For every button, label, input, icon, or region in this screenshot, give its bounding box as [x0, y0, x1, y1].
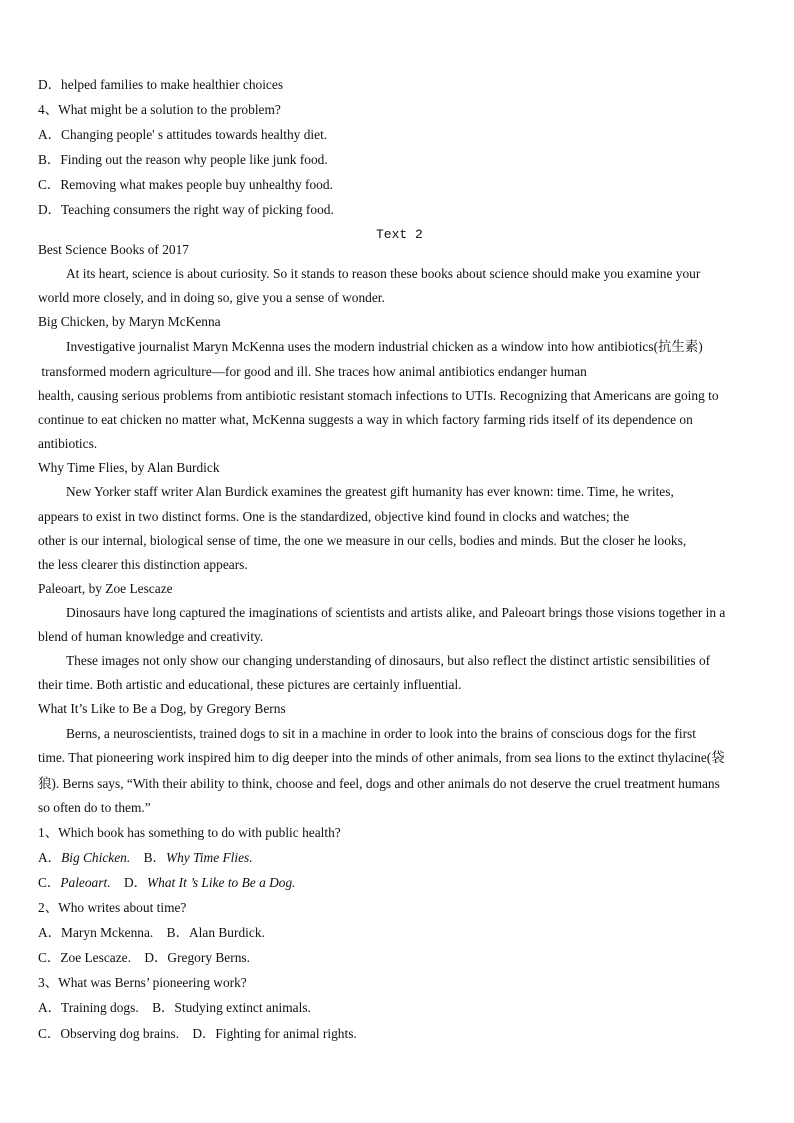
paragraph-line	[38, 411, 693, 429]
book-title: What It ’s Like to Be a Dog.	[147, 875, 296, 890]
option-line	[38, 874, 296, 892]
question-line	[38, 974, 247, 992]
paragraph-line	[38, 775, 720, 793]
paragraph-line	[38, 387, 719, 405]
text-run: Big Chicken, by Maryn McKenna	[38, 314, 221, 329]
text-run: What It’s Like to Be a Dog, by Gregory Berns	[38, 701, 286, 716]
question-line	[38, 824, 341, 842]
option-line	[38, 151, 328, 169]
paragraph-line	[66, 483, 674, 501]
paragraph-line	[38, 508, 629, 526]
text-run: C．Observing dog brains. D．Fighting for animal rights.	[38, 1026, 357, 1041]
option-line	[38, 76, 283, 94]
heading-line	[38, 580, 173, 598]
question-line	[38, 899, 186, 917]
paragraph-line	[66, 265, 700, 283]
text-run: D．Teaching consumers the right way of picking food.	[38, 202, 334, 217]
heading-line	[38, 459, 220, 477]
text-run: C．Removing what makes people buy unhealthy food.	[38, 177, 333, 192]
book-title: Paleoart.	[60, 875, 111, 890]
text-run: continue to eat chicken no matter what, McKenna suggests a way in which factory farming rids itself of its dependence on	[38, 412, 693, 427]
text-run: B．Finding out the reason why people like junk food.	[38, 152, 328, 167]
paragraph-line	[38, 749, 725, 767]
text-run: A．Changing people' s attitudes towards healthy diet.	[38, 127, 328, 142]
text-run: antibiotics.	[38, 436, 98, 451]
option-line	[38, 126, 327, 144]
text-run: so often do to them.”	[38, 800, 151, 815]
option-line	[38, 1025, 357, 1043]
text-run: 2、Who writes about time?	[38, 900, 187, 915]
option-line	[38, 924, 265, 942]
text-run: transformed modern agriculture—for good and ill. She traces how animal antibiotics endanger human	[38, 364, 587, 379]
text-run: These images not only show our changing understanding of dinosaurs, but also reflect the distinct artistic sensibilities of	[66, 653, 711, 668]
text-run: C．	[38, 875, 61, 890]
text-run: 4、What might be a solution to the problem?	[38, 102, 281, 117]
text-run: New Yorker staff writer Alan Burdick examines the greatest gift humanity has ever known: time. Time, he writes,	[66, 484, 674, 499]
paragraph-line	[38, 556, 248, 574]
text-run: time. That pioneering work inspired him to dig deeper into the minds of other animals, from sea lions to the extinct thylacine(袋	[38, 750, 725, 765]
text-run: 3、What was Berns’ pioneering work?	[38, 975, 247, 990]
heading-line	[38, 700, 286, 718]
text-run: C．Zoe Lescaze. D．Gregory Berns.	[38, 950, 250, 965]
text-run: D．helped families to make healthier choices	[38, 77, 284, 92]
book-title: Big Chicken.	[61, 850, 131, 865]
text-run: At its heart, science is about curiosity. So it stands to reason these books about science should make you examine your	[66, 266, 701, 281]
paragraph-line	[38, 676, 462, 694]
text-run: Text 2	[376, 227, 423, 242]
text-run: A．Training dogs. B．Studying extinct animals.	[38, 1000, 311, 1015]
option-line	[38, 949, 250, 967]
paragraph-line	[38, 435, 97, 453]
text-run: D．	[110, 875, 147, 890]
text-run: Berns, a neuroscientists, trained dogs to sit in a machine in order to look into the brains of conscious dogs for the first	[66, 726, 696, 741]
paragraph-line	[66, 604, 725, 622]
paragraph-line	[38, 289, 385, 307]
text-run: other is our internal, biological sense of time, the one we measure in our cells, bodies and minds. But the closer he looks,	[38, 533, 687, 548]
paragraph-line	[66, 652, 710, 670]
option-line	[38, 201, 334, 219]
text-run: Paleoart, by Zoe Lescaze	[38, 581, 173, 596]
text-run: Best Science Books of 2017	[38, 242, 189, 257]
text-run: 1、Which book has something to do with public health?	[38, 825, 341, 840]
heading-line	[38, 313, 221, 331]
book-title: Why Time Flies.	[165, 850, 253, 865]
paragraph-line	[38, 363, 587, 381]
paragraph-line	[38, 532, 686, 550]
paragraph-line	[38, 799, 151, 817]
question-line	[38, 101, 281, 119]
text-run: B．	[130, 850, 166, 865]
text-run: appears to exist in two distinct forms. One is the standardized, objective kind found in clocks and watches; the	[38, 509, 630, 524]
text-run: world more closely, and in doing so, give you a sense of wonder.	[38, 290, 385, 305]
text-run: Why Time Flies, by Alan Burdick	[38, 460, 220, 475]
heading-line	[38, 241, 189, 259]
paragraph-line	[66, 725, 696, 743]
text-run: blend of human knowledge and creativity.	[38, 629, 264, 644]
text-run: Investigative journalist Maryn McKenna uses the modern industrial chicken as a window into how antibiotics(抗生素)	[66, 339, 703, 354]
text-run: A．	[38, 850, 62, 865]
option-line	[38, 999, 311, 1017]
text-run: Dinosaurs have long captured the imaginations of scientists and artists alike, and Paleoart brings those visions together in a	[66, 605, 726, 620]
paragraph-line	[38, 628, 263, 646]
text-run: the less clearer this distinction appears.	[38, 557, 248, 572]
text-run: A．Maryn Mckenna. B．Alan Burdick.	[38, 925, 265, 940]
option-line	[38, 176, 333, 194]
text-run: 狼). Berns says, “With their ability to think, choose and feel, dogs and other animals do not deserve the cruel treatment humans	[38, 776, 720, 791]
section-title	[376, 226, 423, 244]
paragraph-line	[66, 338, 703, 356]
text-run: health, causing serious problems from antibiotic resistant stomach infections to UTIs. Recognizing that Americans are going to	[38, 388, 719, 403]
text-run: their time. Both artistic and educational, these pictures are certainly influential.	[38, 677, 462, 692]
option-line	[38, 849, 253, 867]
